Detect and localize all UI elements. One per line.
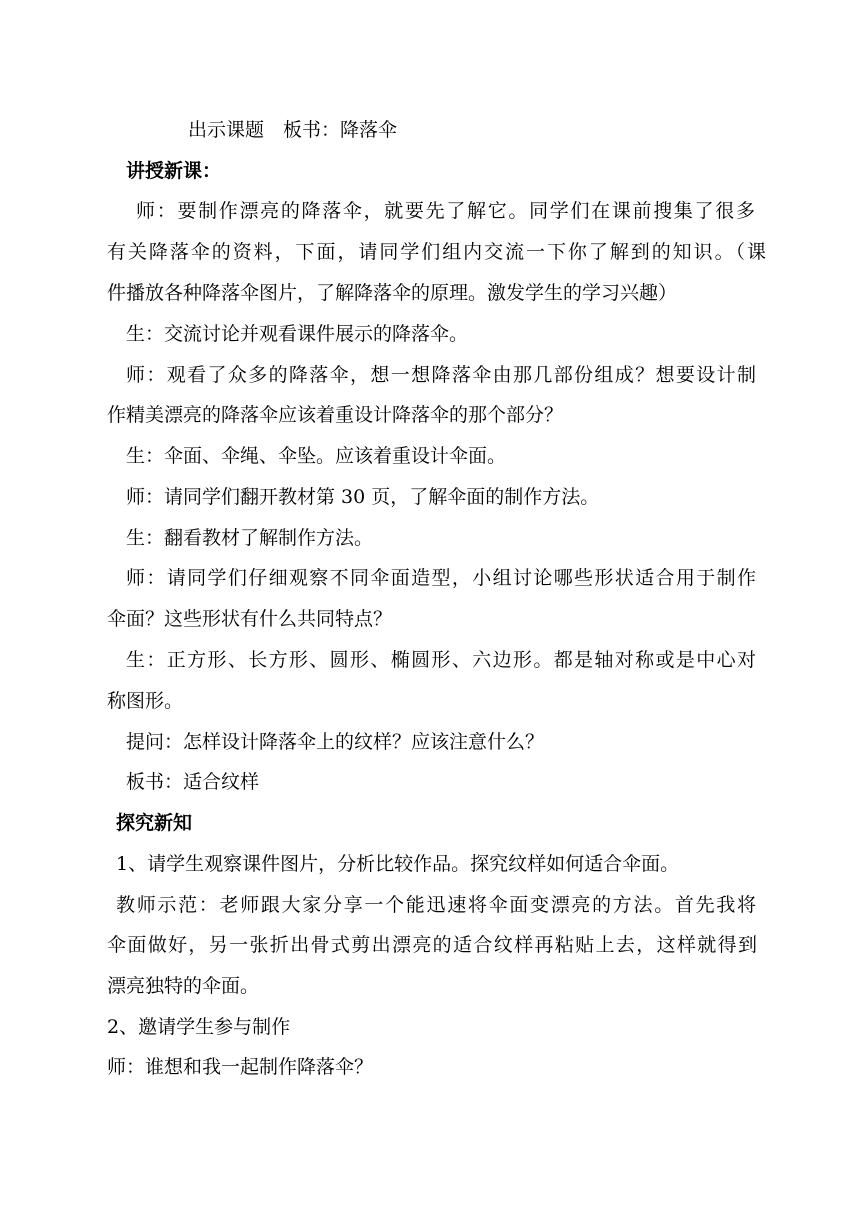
paragraph-line: 师：观看了众多的降落伞，想一想降落伞由那几部份组成？想要设计制 xyxy=(126,364,756,386)
paragraph-line: 生：伞面、伞绳、伞坠。应该着重设计伞面。 xyxy=(126,445,507,467)
paragraph-line: 1、请学生观察课件图片，分析比较作品。探究纹样如何适合伞面。 xyxy=(116,853,680,875)
paragraph-line: 有关降落伞的资料，下面，请同学们组内交流一下你了解到的知识。（课 xyxy=(107,241,766,263)
paragraph-line: 件播放各种降落伞图片，了解降落伞的原理。激发学生的学习兴趣） xyxy=(107,282,678,304)
paragraph-line: 称图形。 xyxy=(107,690,184,712)
paragraph-line: 提问：怎样设计降落伞上的纹样？应该注意什么？ xyxy=(126,731,545,753)
paragraph-line: 生：翻看教材了解制作方法。 xyxy=(126,527,374,549)
paragraph-line: 漂亮独特的伞面。 xyxy=(107,975,260,997)
paragraph-line: 师：请同学们仔细观察不同伞面造型，小组讨论哪些形状适合用于制作 xyxy=(126,567,756,589)
paragraph-line: 师：请同学们翻开教材第 30 页，了解伞面的制作方法。 xyxy=(126,486,600,508)
paragraph-line: 师：谁想和我一起制作降落伞？ xyxy=(107,1056,374,1078)
paragraph-line: 2、邀请学生参与制作 xyxy=(107,1016,291,1038)
paragraph-line: 作精美漂亮的降落伞应该着重设计降落伞的那个部分？ xyxy=(107,404,564,426)
paragraph-line: 生：交流讨论并观看课件展示的降落伞。 xyxy=(126,323,469,345)
paragraph-line: 教师示范：老师跟大家分享一个能迅速将伞面变漂亮的方法。首先我将 xyxy=(116,894,756,916)
paragraph-line: 伞面做好，另一张折出骨式剪出漂亮的适合纹样再粘贴上去，这样就得到 xyxy=(107,934,757,956)
paragraph-line: 师：要制作漂亮的降落伞，就要先了解它。同学们在课前搜集了很多 xyxy=(136,200,755,222)
section-heading-new-lesson: 讲授新课： xyxy=(126,160,222,182)
section-heading-explore: 探究新知 xyxy=(116,812,193,834)
paragraph-line: 板书：适合纹样 xyxy=(126,771,260,793)
paragraph-line: 生：正方形、长方形、圆形、椭圆形、六边形。都是轴对称或是中心对 xyxy=(126,649,756,671)
paragraph-line: 伞面？这些形状有什么共同特点？ xyxy=(107,608,393,630)
topic-line: 出示课题 板书：降落伞 xyxy=(188,119,398,141)
